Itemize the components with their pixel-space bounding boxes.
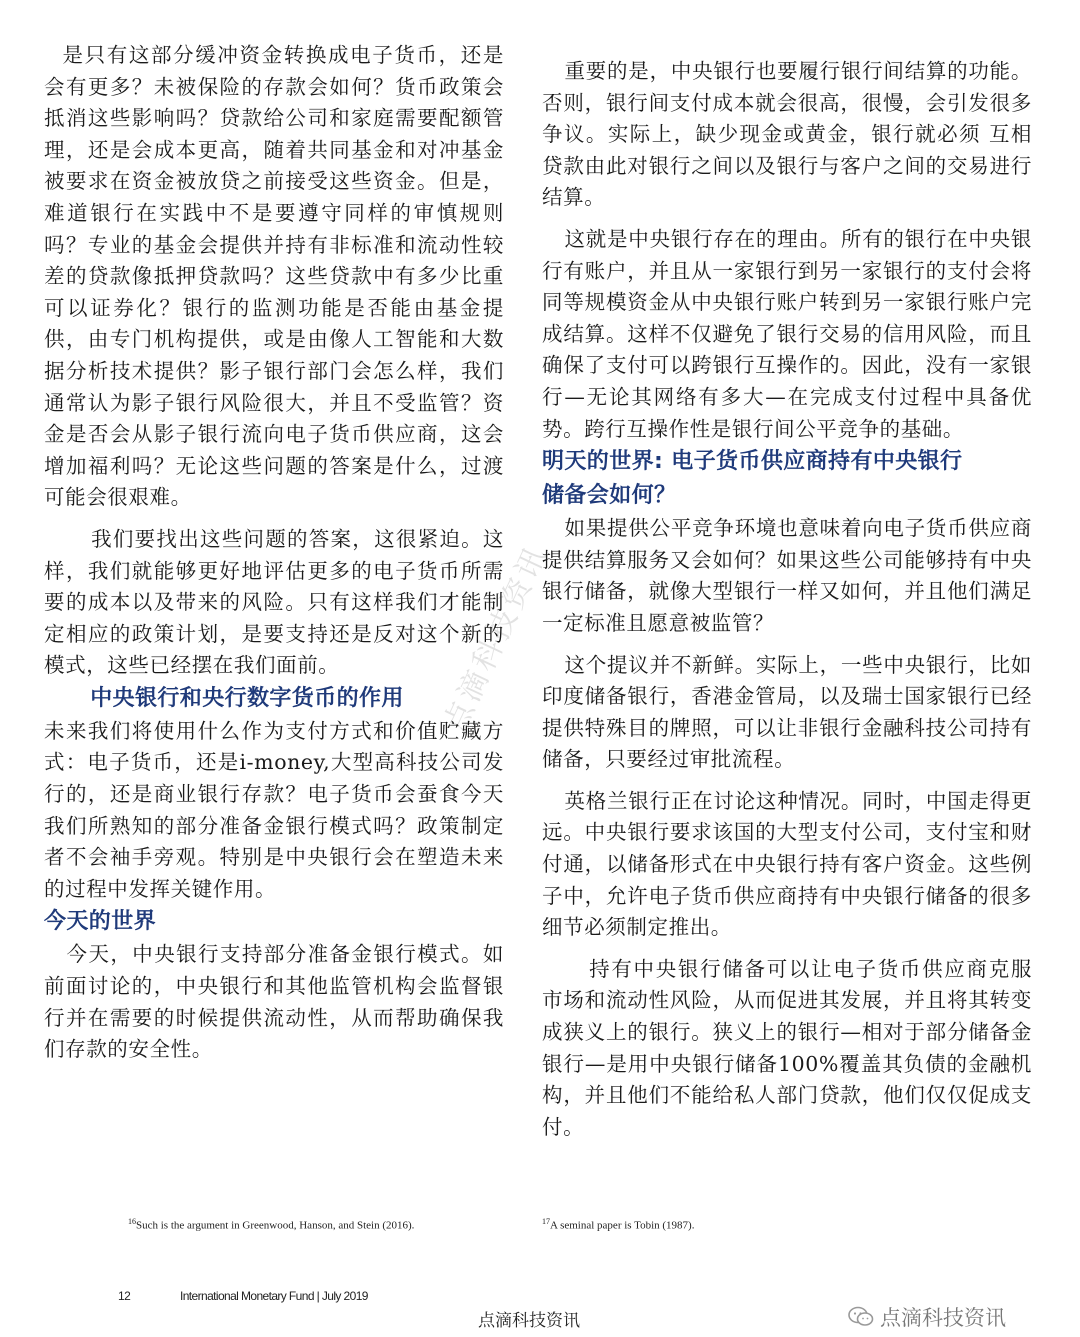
page-number: 12 bbox=[118, 1289, 131, 1303]
left-paragraph-2: 我们要找出这些问题的答案，这很紧迫。这样，我们就能够更好地评估更多的电子货币所需要的成本以及带来的风险。只有这样我们才能制定相应的政策计划，是要支持还是反对这个新的模式，这些已经摆在我们面前。 bbox=[44, 526, 504, 678]
right-paragraph-6: 持有中央银行储备可以让电子货币供应商克服市场和流动性风险，从而促进其发展，并且将其转变成狭义上的银行。狭义上的银行—相对于部分储备金银行—是用中央银行储备100%覆盖其负债的金融机构，并且他们不能给私人部门贷款，他们仅仅促成支付。 bbox=[542, 956, 1032, 1139]
footnote-17 bbox=[542, 1217, 694, 1232]
footnote-number: 17 bbox=[542, 1217, 550, 1226]
publication-footer: International Monetary Fund | July 2019 bbox=[180, 1289, 368, 1303]
caption-label: 点滴科技资讯 bbox=[478, 1311, 580, 1331]
right-paragraph-1: 重要的是，中央银行也要履行银行间结算的功能。否则，银行间支付成本就会很高，很慢，会引发很多争议。实际上，缺少现金或黄金，银行就必须 互相贷款由此对银行之间以及银行与客户之间的交易进行结算。 bbox=[542, 59, 1032, 210]
section-heading-tomorrow: 明天的世界: 电子货币供应商持有中央银行储备会如何？ bbox=[542, 449, 963, 509]
right-paragraph-3: 如果提供公平竞争环境也意味着向电子货币供应商提供结算服务又会如何？如果这些公司能够持有中央银行储备，就像大型银行一样又如何，并且他们满足一定标准且愿意被监管？ bbox=[542, 516, 1032, 635]
wechat-badge bbox=[848, 1302, 1006, 1332]
footnote-text: A seminal paper is Tobin (1987). bbox=[550, 1219, 695, 1232]
wechat-icon bbox=[848, 1306, 874, 1328]
section-heading-central-bank: 中央银行和央行数字货币的作用 bbox=[90, 685, 404, 711]
footnote-text: Such is the argument in Greenwood, Hanson, and Stein (2016). bbox=[136, 1219, 415, 1232]
watermark-text: 点滴科技资讯 bbox=[437, 538, 556, 739]
left-paragraph-1: 是只有这部分缓冲资金转换成电子货币，还是会有更多？未被保险的存款会如何？货币政策会抵消这些影响吗？贷款给公司和家庭需要配额管理，还是会成本更高，随着共同基金和对冲基金被要求在资金被放贷之前接受这些资金。但是，难道银行在实践中不是要遵守同样的审慎规则吗？专业的基金会提供并持有非标准和流动性较差的贷款像抵押贷款吗？这些贷款中有多少比重可以证券化？银行的监测功能是否能由基金提供，由专门机构提供，或是由像人工智能和大数据分析技术提供？影子银行部门会怎么样，我们通常认为影子银行风险很大，并且不受监管？资金是否会从影子银行流向电子货币供应商，这会增加福利吗？无论这些问题的答案是什么，过渡可能会很艰难。 bbox=[44, 43, 504, 510]
right-paragraph-2: 这就是中央银行存在的理由。所有的银行在中央银行有账户，并且从一家银行到另一家银行的支付会将同等规模资金从中央银行账户转到另一家银行账户完成结算。这样不仅避免了银行交易的信用风险，而且确保了支付可以跨银行互操作的。因此，没有一家银行—无论其网络有多大—在完成支付过程中具备优势。跨行互操作性是银行间公平竞争的基础。 bbox=[542, 226, 1032, 441]
left-column bbox=[44, 40, 504, 1066]
right-paragraph-4: 这个提议并不新鲜。实际上，一些中央银行，比如印度储备银行，香港金管局，以及瑞士国家银行已经提供特殊目的牌照，可以让非银行金融科技公司持有储备，只要经过审批流程。 bbox=[542, 652, 1032, 772]
right-paragraph-5: 英格兰银行正在讨论这种情况。同时，中国走得更远。中央银行要求该国的大型支付公司，支付宝和财付通，以储备形式在中央银行持有客户资金。这些例子中，允许电子货币供应商持有中央银行储备的很多细节必须制定推出。 bbox=[542, 788, 1032, 940]
right-column bbox=[542, 56, 1032, 1143]
left-paragraph-3: 未来我们将使用什么作为支付方式和价值贮藏方式：电子货币，还是i-money,大型高科技公司发行的，还是商业银行存款？电子货币会蚕食今天我们所熟知的部分准备金银行模式吗？政策制定者不会袖手旁观。特别是中央银行会在塑造未来的过程中发挥关键作用。 bbox=[44, 718, 504, 901]
left-paragraph-4: 今天，中央银行支持部分准备金银行模式。如前面讨论的，中央银行和其他监管机构会监督银行并在需要的时候提供流动性，从而帮助确保我们存款的安全性。 bbox=[44, 942, 504, 1062]
footnote-16 bbox=[128, 1217, 414, 1232]
footnote-number: 16 bbox=[128, 1217, 136, 1226]
wechat-account-name: 点滴科技资讯 bbox=[880, 1306, 1006, 1330]
section-heading-today: 今天的世界 bbox=[44, 909, 157, 935]
